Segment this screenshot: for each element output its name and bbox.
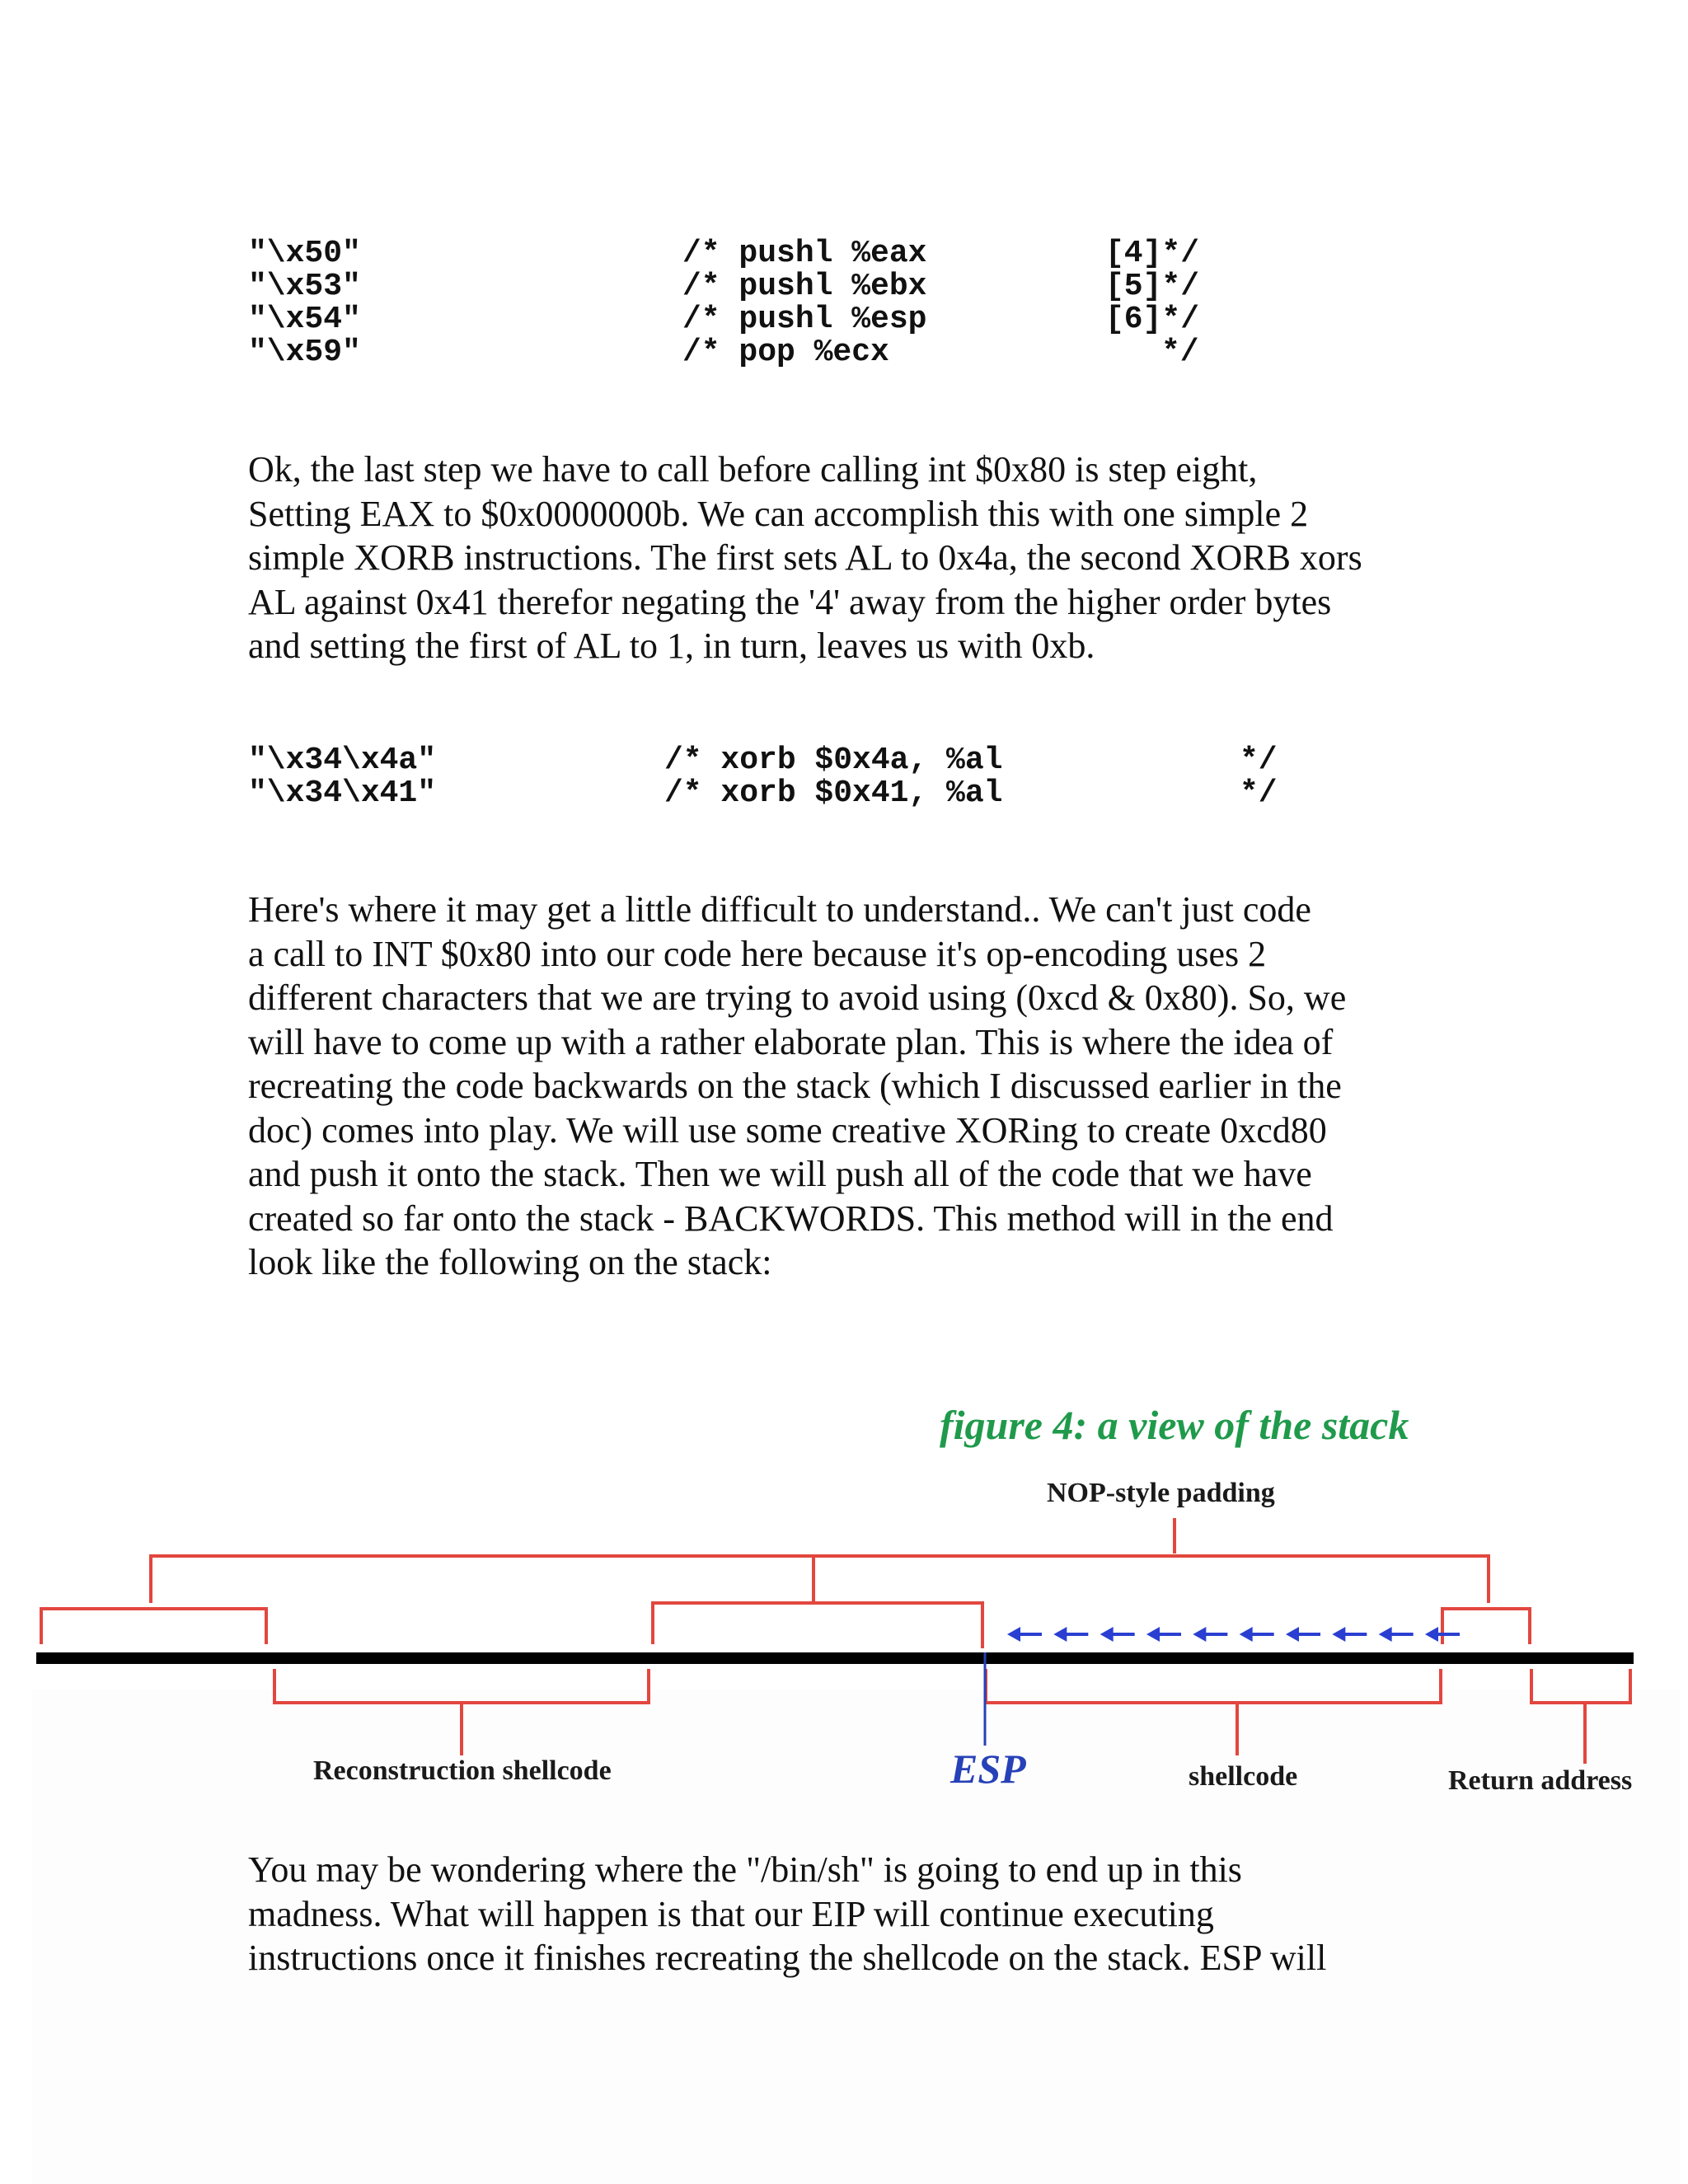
code-hex: "\x50" — [248, 236, 361, 271]
code-asm: /* xorb $0x4a, %al — [664, 743, 1003, 778]
paragraph-line: Ok, the last step we have to call before calling int $0x80 is step eight, — [248, 449, 1258, 490]
code-comment: [5]*/ — [1105, 269, 1200, 304]
paragraph-line: created so far onto the stack - BACKWORDS. This method will in the end — [248, 1197, 1334, 1239]
shellcode-label: shellcode — [1189, 1761, 1298, 1792]
paragraph-line: a call to INT $0x80 into our code here because it's op-encoding uses 2 — [248, 933, 1267, 974]
paragraph-binsh — [248, 1848, 1451, 1980]
nop-arrow-icon — [1332, 1627, 1367, 1642]
paragraph-line: simple XORB instructions. The first sets AL to 0x4a, the second XORB xors — [248, 537, 1362, 578]
upper-mid-bracket — [653, 1603, 982, 1648]
paragraph-line: instructions once it finishes recreating the shellcode on the stack. ESP will — [248, 1938, 1327, 1978]
paragraph-line: look like the following on the stack: — [248, 1242, 772, 1282]
code-comment: */ — [1240, 743, 1278, 778]
code-hex: "\x54" — [248, 302, 361, 337]
return-address-label: Return address — [1448, 1765, 1633, 1796]
code-asm: /* pushl %ebx — [682, 269, 927, 304]
code-asm: /* xorb $0x41, %al — [664, 776, 1003, 811]
paragraph-line: doc) comes into play. We will use some creative XORing to create 0xcd80 — [248, 1109, 1327, 1151]
bracket-lines — [41, 1518, 1630, 1764]
esp-label: ESP — [950, 1746, 1026, 1792]
reconstruction-bracket — [274, 1669, 649, 1703]
code-hex: "\x34\x41" — [248, 776, 437, 811]
nop-arrow-icon — [1146, 1627, 1181, 1642]
nop-arrow-icon — [1053, 1627, 1088, 1642]
paragraph-line: and push it onto the stack. Then we will push all of the code that we have — [248, 1154, 1312, 1194]
code-comment: */ — [1161, 335, 1199, 370]
shellcode-bracket — [986, 1669, 1441, 1703]
nop-arrow-icon — [1007, 1627, 1042, 1642]
code-asm: /* pushl %esp — [682, 302, 927, 337]
code-asm: /* pop %ecx — [682, 335, 889, 370]
nop-arrow-icon — [1193, 1627, 1227, 1642]
paragraph-line: You may be wondering where the "/bin/sh" is going to end up in this — [248, 1849, 1242, 1890]
code-hex: "\x59" — [248, 335, 361, 370]
paragraph-line: different characters that we are trying to avoid using (0xcd & 0x80). So, we — [248, 977, 1347, 1018]
nop-arrow-icon — [1379, 1627, 1414, 1642]
nop-arrow-icon — [1240, 1627, 1274, 1642]
top-bracket — [151, 1556, 1489, 1603]
code-asm: /* pushl %eax — [682, 236, 927, 271]
paragraph-line: will have to come up with a rather elaborate plan. This is where the idea of — [248, 1021, 1334, 1062]
code-hex: "\x53" — [248, 269, 361, 304]
nop-arrows — [1007, 1627, 1460, 1642]
paragraph-line: and setting the first of AL to 1, in turn, leaves us with 0xb. — [248, 626, 1095, 666]
reconstruction-label: Reconstruction shellcode — [313, 1755, 612, 1786]
nop-padding-label: NOP-style padding — [1047, 1478, 1275, 1508]
nop-arrow-icon — [1286, 1627, 1320, 1642]
code-comment: [4]*/ — [1105, 236, 1200, 271]
paragraph-line: recreating the code backwards on the stack (which I discussed earlier in the — [248, 1066, 1342, 1106]
paragraph-line: Setting EAX to $0x0000000b. We can accomplish this with one simple 2 — [248, 493, 1309, 534]
figure-title: figure 4: a view of the stack — [940, 1402, 1409, 1448]
return-address-bracket — [1531, 1669, 1630, 1703]
code-comment: [6]*/ — [1105, 302, 1200, 337]
code-hex: "\x34\x4a" — [248, 743, 437, 778]
paragraph-line: Here's where it may get a little difficult to understand.. We can't just code — [248, 889, 1311, 930]
return-top-bracket — [1442, 1609, 1530, 1644]
nop-arrow-icon — [1100, 1627, 1135, 1642]
paragraph-line: madness. What will happen is that our EIP will continue executing — [248, 1893, 1214, 1934]
left-region-bracket — [41, 1609, 266, 1644]
paragraph-line: AL against 0x41 therefor negating the '4' away from the higher order bytes — [248, 581, 1332, 622]
stack-line — [36, 1652, 1634, 1664]
code-comment: */ — [1240, 776, 1278, 811]
